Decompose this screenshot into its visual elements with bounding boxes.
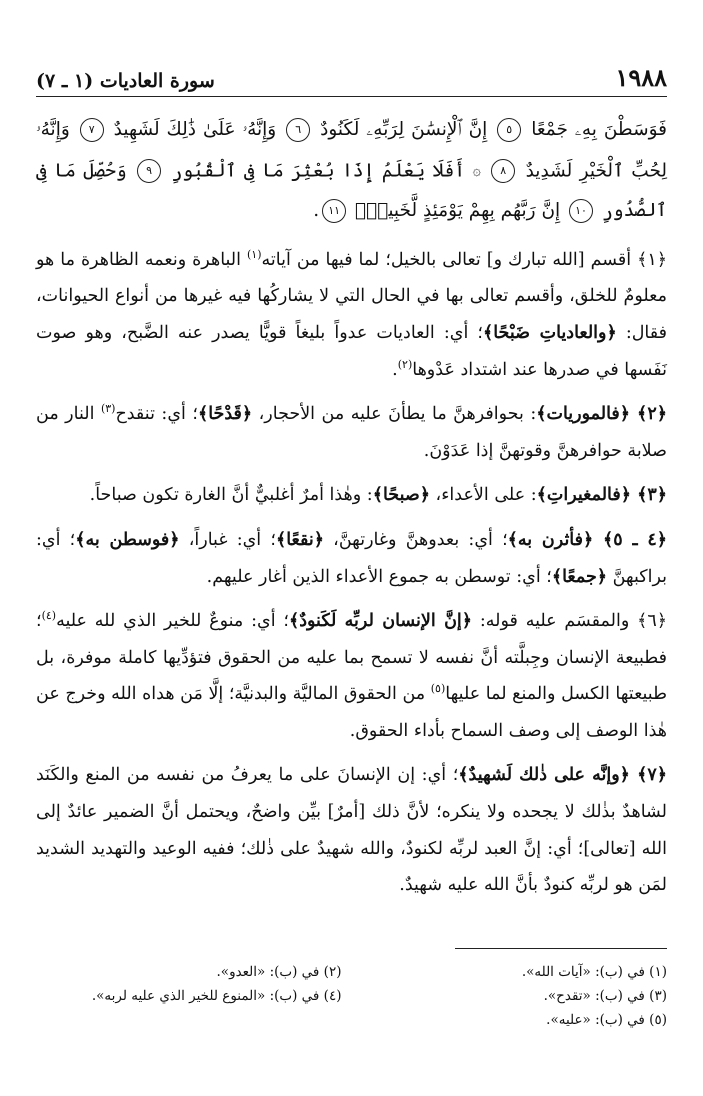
paragraph-text: ؛ أي: توسطن به جموع الأعداء الذين أغار عليهم. [206, 566, 552, 587]
quoted-verse: ﴿٤ ـ ٥﴾ ﴿فأثرن به﴾ [507, 529, 667, 550]
paragraph-text: ﴿١﴾ أقسم [الله تبارك و] تعالى بالخيل؛ لما فيها من آياته [261, 249, 667, 270]
ayah-number-marker: ٦ [286, 118, 310, 142]
ayah-number-marker: ٧ [80, 118, 104, 142]
quoted-verse: ﴿٢﴾ ﴿فالموريات﴾ [536, 404, 667, 425]
quoted-verse: ﴿٣﴾ ﴿فالمغيراتِ﴾ [536, 485, 667, 506]
paragraph-text: ؛ أي: بعدوهنَّ وغارتهنَّ، [323, 529, 508, 550]
commentary-paragraph-5 [36, 603, 667, 749]
paragraph-text: ؛ فطبيعة الإنسان وجِبلَّته أنَّ نفسه لا تسمح بما عليه من الحقوق فتؤدِّيها كاملة موفرة، بل طبيعتها الكسل والمنع لما عليها [36, 611, 668, 705]
verse-text: إِنَّ رَبَّهُم بِهِمْ يَوْمَئِذٍ لَّخَبِيرٌۢ [355, 200, 561, 222]
paragraph-text: ؛ أي: إن الإنسانَ على ما يعرفُ من نفسه من المنع والكَنَد لشاهدٌ بذٰلك لا يجحده ولا ينكره؛ لأنَّ ذلك [أمرٌ] بيِّن واضحٌ، ويحتمل أنَّ الضمير عائدٌ إلى الله [تعالى]؛ أي: إنَّ العبد لربِّه لكنودٌ، والله شهيدٌ على ذٰلك؛ ففيه الوعيد والتهديد الشديد لمَن هو لربِّه كنودٌ بأنَّ الله عليه شهيدٌ. [36, 765, 667, 896]
verse-text: فَوَسَطْنَ بِهِۦ جَمْعًا [531, 119, 667, 140]
quoted-verse: ﴿صبحًا﴾ [372, 485, 430, 506]
paragraph-text: : على الأعداء، [429, 485, 537, 506]
footnote-ref: (١) [247, 247, 262, 261]
paragraph-text: من الحقوق الماليَّة والبدنيَّة؛ إلَّا مَن هداه الله وخرج عن هٰذا الوصف إلى وصف السماح بأداء الحقوق. [36, 684, 667, 741]
footnote-1: (١) في (ب): «آيات الله». [521, 964, 667, 980]
hizb-star-icon: ۞ [472, 162, 481, 179]
commentary-paragraph-2 [36, 396, 667, 469]
verse-end-mark: . [313, 200, 320, 222]
footnote-ref: (٣) [100, 402, 116, 416]
footnote-2: (٢) في (ب): «العدو». [216, 964, 342, 980]
footnote-ref: (٥) [430, 682, 446, 696]
commentary-paragraph-1 [36, 242, 667, 388]
quran-verses [36, 110, 667, 232]
page-header [36, 62, 667, 97]
ayah-number-marker: ١٠ [569, 199, 593, 223]
quoted-verse: ﴿جمعًا﴾ [551, 566, 608, 587]
paragraph-text: ﴿٦﴾ والمقسَم عليه قوله: [472, 611, 668, 632]
quoted-verse: ﴿والعادياتِ ضَبْحًا﴾ [482, 322, 617, 343]
ayah-number-marker: ٥ [497, 118, 521, 142]
footnote-divider [455, 948, 667, 949]
footnote-4: (٤) في (ب): «المنوع للخير الذي عليه لربه». [91, 988, 342, 1004]
paragraph-text: الباهرة ونعمه الظاهرة ما هو معلومٌ للخلق، وأقسم تعالى بها في الحال التي لا يشاركُها فيه غيرها من أنواع الحيوانات، فقال: [36, 249, 667, 343]
footnote-ref: (٢) [397, 357, 413, 371]
paragraph-text: ؛ أي: تنقدح [115, 404, 198, 425]
footnote-3: (٣) في (ب): «تقدح». [543, 988, 667, 1004]
paragraph-text: ؛ أي: العاديات عدواً بليغاً قويًّا يصدر عنه الضَّبح، وهو صوت نَفَسها في صدرها عند اشتداد عَدْوها [36, 322, 667, 380]
commentary-paragraph-4 [36, 522, 667, 595]
paragraph-text: : بحوافرهنَّ ما يطأنَ عليه من الأحجار، [252, 404, 537, 425]
paragraph-text: النار من صلابة حوافرهنَّ وقوتهنَّ إذا عَدَوْنَ. [36, 404, 667, 461]
paragraph-text: ؛ أي: منوعٌ للخير الذي لله عليه [56, 611, 289, 632]
ayah-number-marker: ١١ [322, 199, 346, 223]
paragraph-text: ؛ أي: غباراً، [179, 529, 276, 550]
quoted-verse: ﴿نقعًا﴾ [275, 529, 324, 550]
quoted-verse: ﴿إنَّ الإنسان لربِّه لَكَنودٌ﴾ [288, 611, 473, 632]
paragraph-text: ؛ أي: براكبهنَّ [36, 529, 667, 587]
verse-text: وَإِنَّهُۥ لِحُبِّ ٱلْخَيْرِ لَشَدِيدٌ [36, 119, 668, 181]
page-number: ١٩٨٨ [615, 63, 667, 92]
ayah-number-marker: ٩ [137, 159, 161, 183]
footnote-5: (٥) في (ب): «عليه». [546, 1012, 667, 1028]
commentary-paragraph-6 [36, 757, 667, 903]
verse-text: وَحُصِّلَ مَا فِى ٱلصُّدُورِ [36, 159, 667, 222]
footnote-ref: (٤) [41, 609, 57, 623]
running-title: سورة العاديات (١ ـ ٧) [36, 70, 215, 92]
commentary-paragraph-3 [36, 477, 667, 514]
page-body [36, 110, 667, 912]
verse-text: إِنَّ ٱلْإِنسَٰنَ لِرَبِّهِۦ لَكَنُودٌ [320, 119, 488, 140]
ayah-number-marker: ٨ [491, 159, 515, 183]
quoted-verse: ﴿فوسطن به﴾ [75, 529, 180, 550]
verse-text: وَإِنَّهُۥ عَلَىٰ ذَٰلِكَ لَشَهِيدٌ [113, 119, 277, 140]
footnotes [36, 960, 667, 1032]
paragraph-text: . [392, 359, 398, 380]
verse-text: أَفَلَا يَعْلَمُ إِذَا بُعْثِرَ مَا فِى ٱلْقُبُورِ [171, 159, 466, 181]
quoted-verse: ﴿٧﴾ ﴿وإنَّه على ذٰلك لَشهيدٌ﴾ [458, 765, 667, 786]
paragraph-text: : وهٰذا أمرٌ أغلبيٌّ أنَّ الغارة تكون صباحاً. [89, 485, 373, 506]
quoted-verse: ﴿قَدْحًا﴾ [197, 404, 253, 425]
